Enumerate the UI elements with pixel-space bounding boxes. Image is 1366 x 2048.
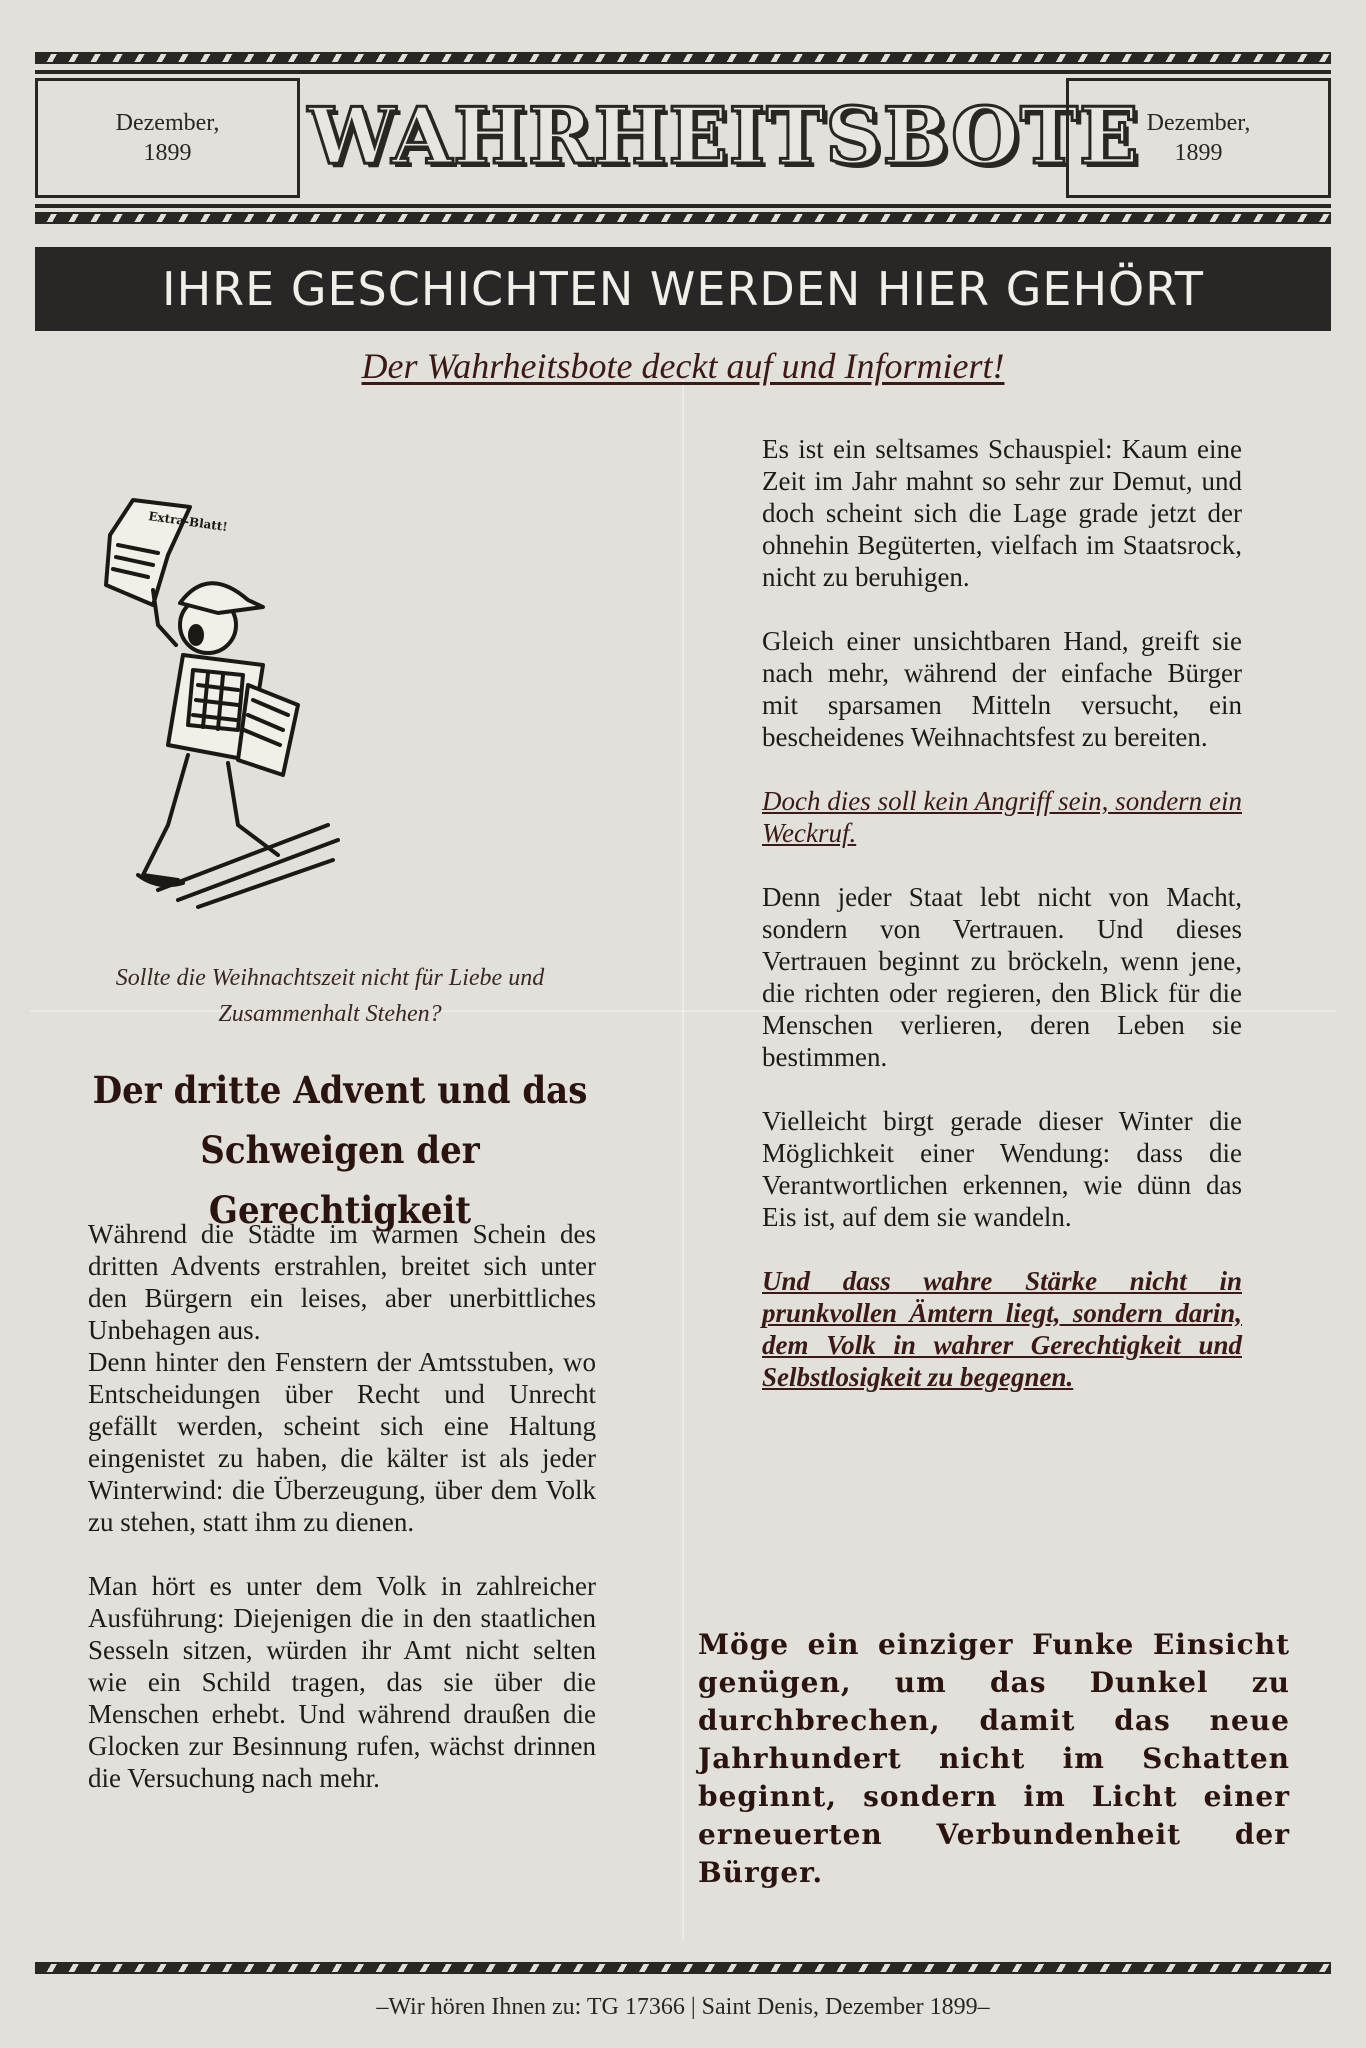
right-paragraph: Es ist ein seltsames Schauspiel: Kaum eine Zeit im Jahr mahnt so sehr zur Demut, und doch scheint sich die Lage grade jetzt der ohnehin Begüterten, vielfach im Staatsrock, nicht zu beruhigen.: [762, 434, 1242, 592]
newsboy-illustration-icon: [98, 495, 358, 915]
illustration-caption: Sollte die Weihnachtszeit nicht für Liebe und Zusammenhalt Stehen?: [115, 965, 545, 1027]
right-paragraph: Gleich einer unsichtbaren Hand, greift sie nach mehr, während der einfache Bürger mit sparsamen Mitteln versucht, ein bescheidenes Weihnachtsfest zu bereiten.: [762, 626, 1242, 752]
tagline: Der Wahrheitsbote deckt auf und Informiert!: [361, 346, 1005, 386]
top-ornament-rule: [35, 52, 1331, 64]
footer-line: –Wir hören Ihnen zu: TG 17366 | Saint Denis, Dezember 1899–: [376, 1994, 990, 2020]
right-paragraph: Denn jeder Staat lebt nicht von Macht, sondern von Vertrauen. Und dieses Vertrauen beginnt zu bröckeln, wenn jene, die richten oder regieren, den Blick für die Menschen verlieren, deren Leben sie bestimmen.: [762, 882, 1242, 1072]
date-box-left: [35, 78, 300, 198]
date-left: Dezember, 1899: [115, 110, 220, 166]
bottom-ornament-rule: [35, 1962, 1331, 1974]
left-paragraph: Während die Städte im warmen Schein des dritten Advents erstrahlen, breitet sich unter den Bürgern ein leises, aber unerbittliches Unbehagen aus.: [88, 1219, 596, 1345]
left-column: [88, 1218, 596, 1826]
mid-thin-rule: [35, 204, 1331, 208]
closing-statement: Möge ein einziger Funke Einsicht genügen, um das Dunkel zu durchbrechen, damit das neue Jahrhundert nicht im Schatten beginnt, sondern im Licht einer erneuerten Verbundenheit der Bürger.: [698, 1628, 1290, 1889]
right-paragraph-emphasis: Doch dies soll kein Angriff sein, sondern ein Weckruf.: [762, 786, 1242, 848]
left-paragraph: Man hört es unter dem Volk in zahlreicher Ausführung: Diejenigen die in den staatlichen Sesseln sitzen, würden ihr Amt nicht selten wie ein Schild tragen, das sie über die Menschen erhebt. Und während draußen die Glocken zur Besinnung rufen, wächst drinnen die Versuchung nach mehr.: [88, 1571, 596, 1793]
top-thin-rule: [35, 70, 1331, 74]
masthead-title: WAHRHEITSBOTE: [308, 91, 1140, 182]
fold-line-vertical: [682, 380, 684, 1940]
banner-headline: IHRE GESCHICHTEN WERDEN HIER GEHÖRT: [35, 247, 1331, 331]
left-paragraph: Denn hinter den Fenstern der Amtsstuben, wo Entscheidungen über Recht und Unrecht gefällt werden, scheint sich eine Haltung eingenistet zu haben, die kälter ist als jeder Winterwind: die Überzeugung, über dem Volk zu stehen, statt ihm zu dienen.: [88, 1347, 596, 1537]
right-column: [762, 433, 1242, 1425]
date-right: Dezember, 1899: [1146, 110, 1251, 166]
article-headline: Der dritte Advent und das Schweigen der Gerechtigkeit: [92, 1068, 588, 1232]
extra-blatt-label: Extra-Blatt!: [147, 509, 229, 535]
right-paragraph-strong-emphasis: Und dass wahre Stärke nicht in prunkvollen Ämtern liegt, sondern darin, dem Volk in wahrer Gerechtigkeit und Selbstlosigkeit zu begegnen.: [762, 1266, 1242, 1392]
right-paragraph: Vielleicht birgt gerade dieser Winter die Möglichkeit einer Wendung: dass die Verantwortlichen erkennen, wie dünn das Eis ist, auf dem sie wandeln.: [762, 1106, 1242, 1232]
date-box-right: [1066, 78, 1331, 198]
mid-ornament-rule: [35, 212, 1331, 224]
